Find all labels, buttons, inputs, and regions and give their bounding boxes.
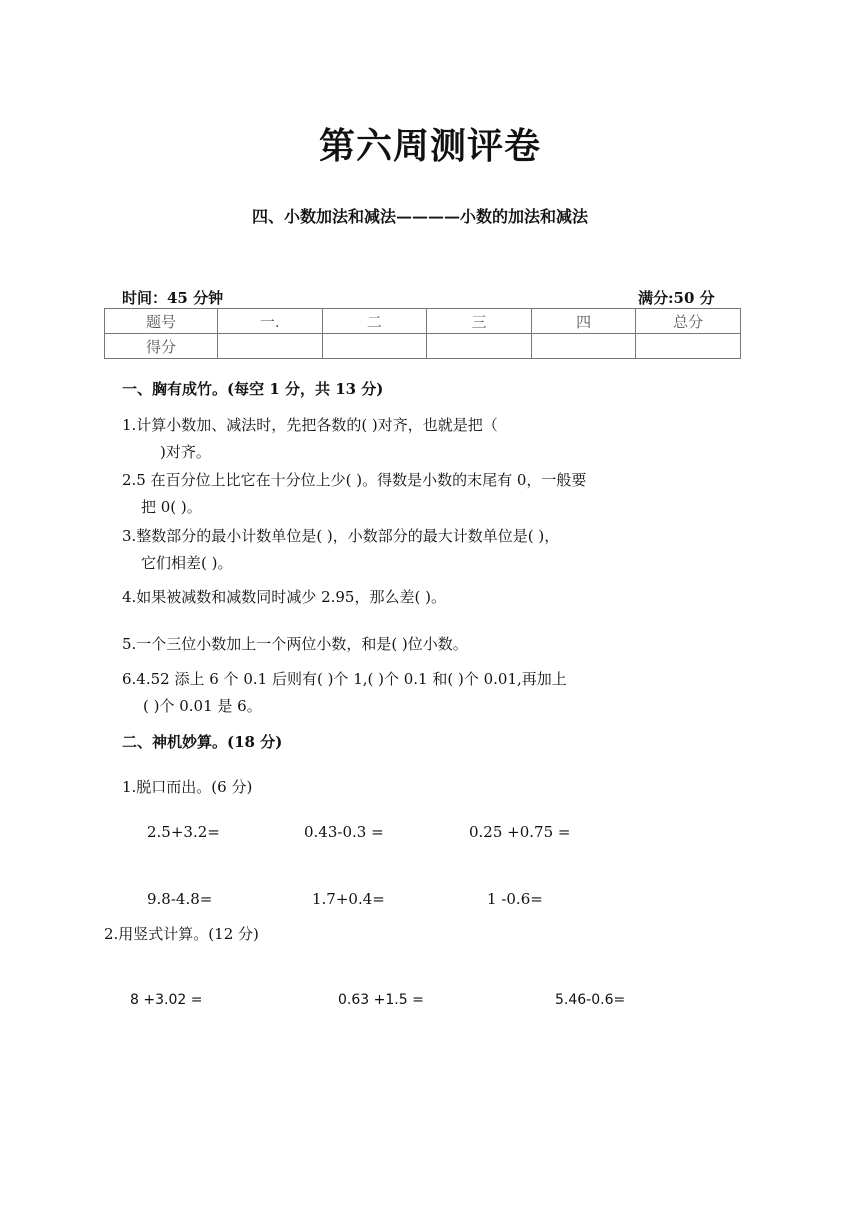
- section1-heading: 一、胸有成竹。(每空 1 分，共 13 分): [122, 380, 384, 398]
- question-2-line1: 2.5 在百分位上比它在十分位上少( )。得数是小数的末尾有 0，一般要: [122, 471, 587, 489]
- score-table: [104, 308, 741, 359]
- score-cell[interactable]: [636, 334, 741, 359]
- score-table-header-cell: 总分: [636, 309, 741, 334]
- score-table-score-row: [105, 334, 741, 359]
- score-cell[interactable]: [531, 334, 636, 359]
- full-score: 满分:50 分: [638, 289, 715, 307]
- page-title: 第六周测评卷: [318, 125, 541, 167]
- sub2-heading: 2.用竖式计算。(12 分): [104, 925, 259, 943]
- score-table-header-cell: 四: [531, 309, 636, 334]
- question-1-line2: )对齐。: [160, 443, 211, 461]
- question-3-line2: 它们相差( )。: [141, 554, 233, 572]
- score-cell[interactable]: [427, 334, 532, 359]
- score-row-label: 得分: [105, 334, 218, 359]
- score-table-header-cell: 三: [427, 309, 532, 334]
- oral-calc-item: 9.8-4.8=: [147, 890, 213, 908]
- score-table-header-cell: 一.: [218, 309, 323, 334]
- question-5: 5.一个三位小数加上一个两位小数，和是( )位小数。: [122, 635, 468, 653]
- question-6-line1: 6.4.52 添上 6 个 0.1 后则有( )个 1,( )个 0.1 和( )个 0.01,再加上: [122, 670, 567, 688]
- vertical-calc-item: 5.46-0.6=: [555, 992, 626, 1008]
- question-2-line2: 把 0( )。: [141, 498, 202, 516]
- vertical-calc-item: 8 +3.02 =: [130, 992, 203, 1008]
- page-subtitle: 四、小数加法和减法————小数的加法和减法: [251, 207, 588, 226]
- sub1-heading: 1.脱口而出。(6 分): [122, 778, 253, 796]
- oral-calc-item: 2.5+3.2=: [147, 823, 220, 841]
- oral-calc-item: 0.25 +0.75 =: [469, 823, 571, 841]
- question-6-line2: ( )个 0.01 是 6。: [143, 697, 262, 715]
- question-4: 4.如果被减数和减数同时减少 2.95，那么差( )。: [122, 588, 446, 606]
- score-cell[interactable]: [218, 334, 323, 359]
- vertical-calc-item: 0.63 +1.5 =: [338, 992, 424, 1008]
- question-1-line1: 1.计算小数加、减法时，先把各数的( )对齐，也就是把（: [122, 416, 498, 434]
- section2-heading: 二、神机妙算。(18 分): [122, 733, 283, 751]
- score-table-header-row: [105, 309, 741, 334]
- score-table-header-cell: 二: [322, 309, 427, 334]
- score-cell[interactable]: [322, 334, 427, 359]
- oral-calc-item: 0.43-0.3 =: [304, 823, 384, 841]
- score-table-header-cell: 题号: [105, 309, 218, 334]
- oral-calc-item: 1.7+0.4=: [312, 890, 385, 908]
- time-limit: 时间：45 分钟: [122, 289, 224, 307]
- oral-calc-item: 1 -0.6=: [487, 890, 543, 908]
- question-3-line1: 3.整数部分的最小计数单位是( )，小数部分的最大计数单位是( )，: [122, 527, 560, 545]
